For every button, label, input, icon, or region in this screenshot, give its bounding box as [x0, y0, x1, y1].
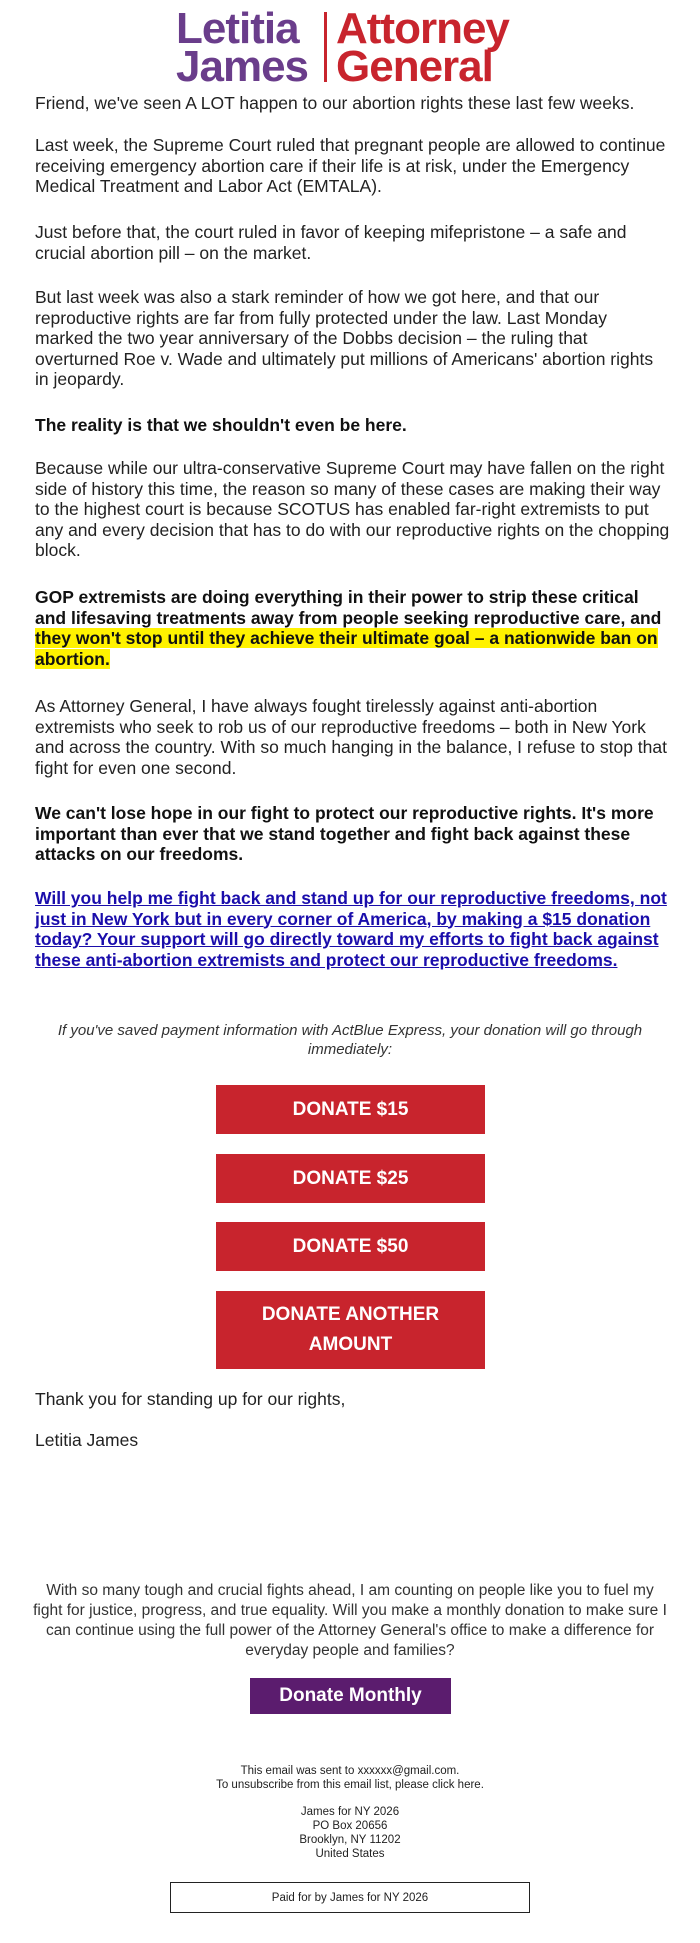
paragraph-gop-extremists: [35, 587, 670, 669]
paragraph-reality: The reality is that we shouldn't even be here.: [35, 415, 407, 435]
sent-to-suffix: .: [456, 1765, 460, 1777]
monthly-appeal-text: With so many tough and crucial fights ahead, I am counting on people like you to fuel my fight for justice, progress, and true equality. Will you make a monthly donation to make sure I can continue using the full power of the Attorney General's office to make a difference for everyday people and families?: [33, 1582, 667, 1659]
paragraph-donation-ask: [35, 888, 670, 970]
paragraph-mifepristone: Just before that, the court ruled in favor of keeping mifepristone – a safe and crucial abortion pill – on the market.: [35, 222, 627, 263]
logo-first-name: Letitia: [176, 4, 299, 53]
unsubscribe-prefix: To unsubscribe from this email list, please: [216, 1779, 433, 1791]
highlighted-nationwide-ban: they won't stop until they achieve their ultimate goal – a nationwide ban on abortion.: [35, 628, 658, 669]
paragraph-intro: Friend, we've seen A LOT happen to our abortion rights these last few weeks.: [35, 93, 635, 113]
sent-to-line: [0, 1764, 700, 1778]
logo-divider: [324, 12, 327, 82]
paragraph-lose-hope: We can't lose hope in our fight to protect our reproductive rights. It's more important than ever that we stand together and fight back against these attacks on our freedoms.: [35, 803, 654, 864]
donate-monthly-button[interactable]: Donate Monthly: [250, 1678, 451, 1714]
unsubscribe-link[interactable]: click here: [432, 1779, 481, 1791]
address-line-2: PO Box 20656: [312, 1820, 388, 1832]
signoff-thanks: Thank you for standing up for our rights,: [35, 1389, 346, 1409]
logo-last-name: James: [176, 42, 309, 91]
actblue-note: If you've saved payment information with ActBlue Express, your donation will go through immediately:: [57, 1022, 643, 1058]
gop-extremists-text: GOP extremists are doing everything in their power to strip these critical and lifesaving treatments away from people seeking reproductive care, and: [35, 587, 662, 628]
logo-title-line1: Attorney: [336, 4, 509, 53]
signoff-name: Letitia James: [35, 1430, 139, 1450]
unsubscribe-line: [0, 1778, 700, 1792]
donation-ask-link[interactable]: Will you help me fight back and stand up for our reproductive freedoms, not just in New York but in every corner of America, by making a $15 donation today? Your support will go directly toward my efforts to fight back against these anti-abortion extremists and protect our reproductive freedoms.: [35, 888, 667, 970]
address-line-3: Brooklyn, NY 11202: [299, 1834, 401, 1846]
paragraph-supreme-court: Last week, the Supreme Court ruled that pregnant people are allowed to continue receiving emergency abortion care if their life is at risk, under the Emergency Medical Treatment and Labor Act (EMTALA).: [35, 135, 666, 196]
paragraph-scotus: Because while our ultra-conservative Supreme Court may have fallen on the right side of history this time, the reason so many of these cases are making their way to the highest court is because SCOTUS has enabled far-right extremists to put any and every decision that has to do with our reproductive rights on the chopping block.: [35, 458, 670, 560]
paid-for-disclaimer: [170, 1882, 530, 1913]
letitia-james-attorney-general-logo: [176, 4, 526, 91]
address-line-1: James for NY 2026: [300, 1806, 400, 1818]
donate-15-button[interactable]: DONATE $15: [216, 1085, 485, 1134]
paid-for-text: Paid for by James for NY 2026: [271, 1891, 429, 1904]
sent-to-prefix: This email was sent to: [240, 1765, 358, 1777]
paragraph-attorney-general: As Attorney General, I have always fought tirelessly against anti-abortion extremists who seek to rob us of our reproductive freedoms – both in New York and across the country. With so much hanging in the balance, I refuse to stop that fight for even one second.: [35, 696, 667, 778]
recipient-email: xxxxxx@gmail.com: [357, 1765, 457, 1777]
paragraph-dobbs: But last week was also a stark reminder of how we got here, and that our reproductive rights are far from fully protected under the law. Last Monday marked the two year anniversary of the Dobbs decision – the ruling that overturned Roe v. Wade and ultimately put millions of Americans' abortion rights in jeopardy.: [35, 287, 654, 389]
unsubscribe-suffix: .: [480, 1779, 484, 1791]
address-line-4: United States: [315, 1848, 385, 1860]
donate-another-amount-button[interactable]: DONATE ANOTHER AMOUNT: [216, 1291, 485, 1369]
donate-25-button[interactable]: DONATE $25: [216, 1154, 485, 1203]
donate-50-button[interactable]: DONATE $50: [216, 1222, 485, 1271]
logo-title-line2: General: [336, 42, 493, 91]
